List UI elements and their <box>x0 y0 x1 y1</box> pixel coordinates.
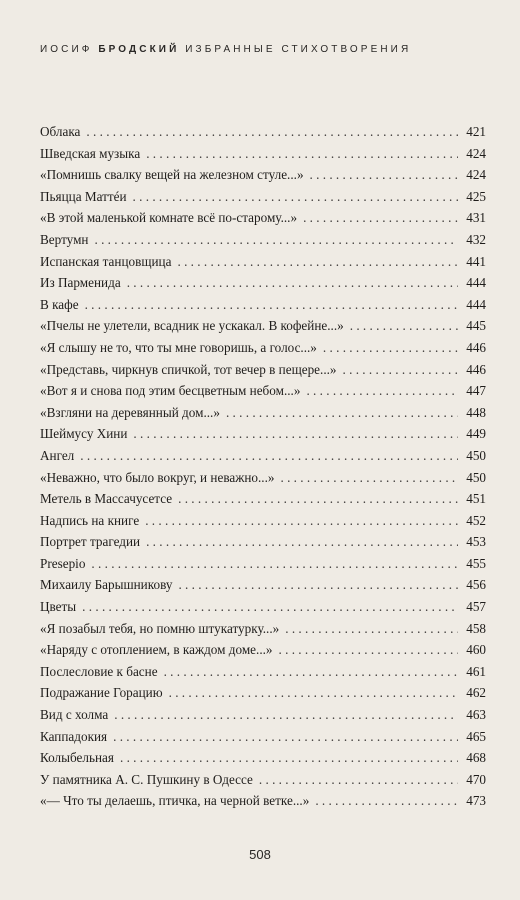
toc-entry <box>40 488 486 510</box>
dot-leader <box>306 380 458 402</box>
toc-entry-page: 445 <box>466 318 486 334</box>
dot-leader <box>86 121 458 143</box>
toc-entry-page: 424 <box>466 167 486 183</box>
toc-entry <box>40 164 486 186</box>
toc-entry-title: Вертумн <box>40 231 89 247</box>
dot-leader <box>310 164 458 186</box>
dot-leader <box>133 186 458 208</box>
toc-entry-page: 451 <box>466 491 486 507</box>
toc-entry <box>40 359 486 381</box>
dot-leader <box>114 704 458 726</box>
header-book-title: ИЗБРАННЫЕ СТИХОТВОРЕНИЯ <box>185 44 412 55</box>
toc-entry-page: 449 <box>466 426 486 442</box>
toc-entry-title: «Помнишь свалку вещей на железном стуле...» <box>40 167 304 183</box>
toc-entry <box>40 251 486 273</box>
toc-entry <box>40 337 486 359</box>
toc-entry-title: Presepio <box>40 555 86 571</box>
toc-entry <box>40 704 486 726</box>
toc-entry-title: Послесловие к басне <box>40 663 158 679</box>
dot-leader <box>315 790 458 812</box>
dot-leader <box>169 682 458 704</box>
toc-entry-page: 444 <box>466 296 486 312</box>
toc-entry-title: Метель в Массачусетсе <box>40 491 173 507</box>
dot-leader <box>280 467 458 489</box>
toc-entry-page: 456 <box>466 577 486 593</box>
header-author-last: БРОДСКИЙ <box>98 44 180 55</box>
toc-entry <box>40 186 486 208</box>
toc-entry-page: 441 <box>466 253 486 269</box>
toc-entry <box>40 574 486 596</box>
toc-entry-title: «— Что ты делаешь, птичка, на черной ветке...» <box>40 793 310 809</box>
toc-entry-title: «Вот я и снова под этим бесцветным небом...» <box>40 383 301 399</box>
toc-entry-page: 432 <box>466 231 486 247</box>
dot-leader <box>133 423 458 445</box>
dot-leader <box>164 661 458 683</box>
toc-entry-page: 450 <box>466 469 486 485</box>
dot-leader <box>127 272 458 294</box>
header-author-first: ИОСИФ <box>40 44 93 55</box>
toc-entry-title: Облака <box>40 124 81 139</box>
dot-leader <box>91 553 458 575</box>
dot-leader <box>146 143 458 165</box>
toc-entry-page: 431 <box>466 210 486 226</box>
dot-leader <box>303 207 458 229</box>
toc-entry-page: 461 <box>466 663 486 679</box>
toc-entry-page: 421 <box>466 124 486 139</box>
toc-entry-page: 453 <box>466 534 486 550</box>
dot-leader <box>85 294 458 316</box>
toc-entry-page: 448 <box>466 404 486 420</box>
toc-entry <box>40 639 486 661</box>
dot-leader <box>80 445 458 467</box>
dot-leader <box>279 639 458 661</box>
toc-entry <box>40 445 486 467</box>
toc-entry <box>40 531 486 553</box>
page-number: 508 <box>249 847 271 862</box>
toc-entry-page: 446 <box>466 339 486 355</box>
toc-entry-title: Цветы <box>40 599 77 615</box>
toc-entry <box>40 272 486 294</box>
toc-entry <box>40 121 486 143</box>
toc-entry-page: 455 <box>466 555 486 571</box>
table-of-contents <box>40 121 486 812</box>
dot-leader <box>285 618 458 640</box>
toc-entry <box>40 207 486 229</box>
toc-entry <box>40 726 486 748</box>
toc-entry-title: «В этой маленькой комнате всё по-старому...» <box>40 210 298 226</box>
toc-entry-page: 468 <box>466 750 486 766</box>
toc-entry <box>40 229 486 251</box>
toc-entry-page: 450 <box>466 447 486 463</box>
toc-entry <box>40 423 486 445</box>
dot-leader <box>323 337 458 359</box>
toc-entry-page: 444 <box>466 275 486 291</box>
toc-entry <box>40 380 486 402</box>
dot-leader <box>226 402 458 424</box>
toc-entry <box>40 553 486 575</box>
dot-leader <box>178 574 458 596</box>
toc-entry <box>40 510 486 532</box>
toc-entry <box>40 618 486 640</box>
toc-entry <box>40 769 486 791</box>
toc-entry-title: «Неважно, что было вокруг, и неважно...» <box>40 469 275 485</box>
toc-entry-title: Каппадокия <box>40 728 108 744</box>
toc-entry-title: Вид с холма <box>40 707 109 723</box>
toc-entry-page: 465 <box>466 728 486 744</box>
toc-entry <box>40 315 486 337</box>
toc-entry-title: Портрет трагедии <box>40 534 141 550</box>
toc-entry-page: 470 <box>466 771 486 787</box>
toc-entry-page: 463 <box>466 707 486 723</box>
dot-leader <box>177 251 458 273</box>
toc-entry <box>40 747 486 769</box>
toc-entry-page: 462 <box>466 685 486 701</box>
toc-entry <box>40 790 486 812</box>
toc-entry-page: 457 <box>466 599 486 615</box>
toc-entry-title: У памятника А. С. Пушкину в Одессе <box>40 771 253 787</box>
dot-leader <box>113 726 458 748</box>
toc-entry-page: 425 <box>466 188 486 204</box>
dot-leader <box>178 488 458 510</box>
toc-entry-title: «Представь, чиркнув спичкой, тот вечер в пещере...» <box>40 361 337 377</box>
dot-leader <box>259 769 458 791</box>
toc-entry-page: 460 <box>466 642 486 658</box>
toc-entry-page: 446 <box>466 361 486 377</box>
running-header <box>40 44 510 55</box>
toc-entry-title: «Пчелы не улетели, всадник не ускакал. В кофейне...» <box>40 318 344 334</box>
dot-leader <box>146 531 458 553</box>
toc-entry-title: Ангел <box>40 447 75 463</box>
toc-entry-title: В кафе <box>40 296 79 312</box>
toc-entry-title: Колыбельная <box>40 750 114 766</box>
toc-entry <box>40 661 486 683</box>
dot-leader <box>350 315 458 337</box>
toc-entry-page: 447 <box>466 383 486 399</box>
dot-leader <box>343 359 458 381</box>
toc-entry-title: Шведская музыка <box>40 145 141 161</box>
toc-entry-title: Испанская танцовщица <box>40 253 172 269</box>
toc-entry-title: Шеймусу Хини <box>40 426 128 442</box>
toc-entry-page: 473 <box>466 793 486 809</box>
dot-leader <box>94 229 458 251</box>
toc-entry <box>40 294 486 316</box>
toc-entry-title: «Я слышу не то, что ты мне говоришь, а голос...» <box>40 339 317 355</box>
toc-entry <box>40 143 486 165</box>
toc-entry <box>40 467 486 489</box>
toc-entry-page: 452 <box>466 512 486 528</box>
toc-entry-page: 458 <box>466 620 486 636</box>
dot-leader <box>145 510 458 532</box>
toc-entry-title: «Наряду с отоплением, в каждом доме...» <box>40 642 273 658</box>
dot-leader <box>82 596 458 618</box>
toc-entry-title: Надпись на книге <box>40 512 140 528</box>
toc-entry-title: Пьяцца Маттéи <box>40 188 127 204</box>
toc-entry-title: Подражание Горацию <box>40 685 163 701</box>
toc-entry-title: Из Парменида <box>40 275 121 291</box>
toc-entry-title: Михаилу Барышникову <box>40 577 173 593</box>
toc-entry-page: 424 <box>466 145 486 161</box>
toc-entry <box>40 682 486 704</box>
toc-entry <box>40 402 486 424</box>
toc-entry-title: «Я позабыл тебя, но помню штукатурку...» <box>40 620 280 636</box>
toc-entry-title: «Взгляни на деревянный дом...» <box>40 404 220 420</box>
dot-leader <box>120 747 458 769</box>
toc-entry <box>40 596 486 618</box>
